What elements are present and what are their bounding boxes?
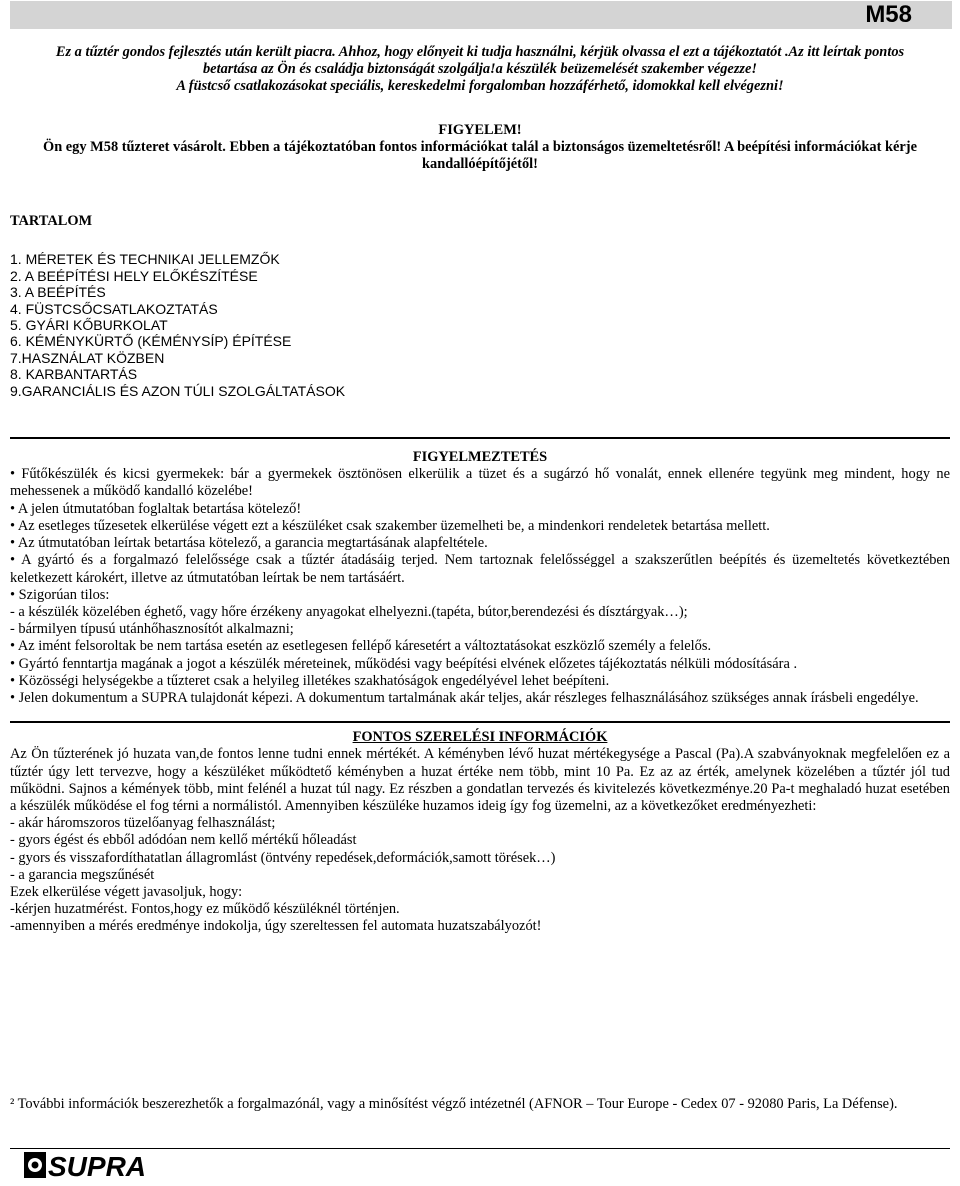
- install-info-line: -kérjen huzatmérést. Fontos,hogy ez működő készüléknél történjen.: [10, 901, 400, 918]
- page-content: [10, 44, 950, 936]
- warning-section: [10, 437, 950, 707]
- document-title: M58: [865, 1, 912, 28]
- toc-item: 6. KÉMÉNYKÜRTŐ (KÉMÉNYSÍP) ÉPÍTÉSE: [10, 333, 292, 350]
- footnote: ² További információk beszerezhetők a forgalmazónál, vagy a minősítést végző intézetnél (AFNOR – Tour Europe - Cedex 07 - 92080 Paris, La Défense).: [10, 1096, 898, 1112]
- warning-item: • Gyártó fenntartja magának a jogot a készülék méreteinek, működési vagy beépítési elvének előzetes tájékoztatás nélküli módosítására .: [10, 655, 798, 672]
- header-bar: [10, 1, 952, 29]
- notice-block: [10, 122, 950, 174]
- warning-item: • Fűtőkészülék és kicsi gyermekek: bár a gyermekek ösztönösen elkerülik a tüzet és a sugárzó hő vonalát, ennek ellenére tegyünk meg mindent, hogy ne mehessenek a működő kandalló közelébe!: [10, 466, 950, 500]
- install-info-line: - gyors és visszafordíthatatlan állagromlást (öntvény repedések,deformációk,samott törések…): [10, 849, 556, 866]
- toc-title: TARTALOM: [10, 213, 93, 230]
- intro-line: Ez a tűztér gondos fejlesztés után került piacra. Ahhoz, hogy előnyeit ki tudja használni, kérjük olvassa el ezt a tájékoztatót .Az itt leírtak pontos: [55, 44, 905, 60]
- table-of-contents: [10, 251, 950, 399]
- warning-item: • Közösségi helységekbe a tűzteret csak a helyileg illetékes szakhatóságok engedélyével lehet beépíteni.: [10, 672, 610, 689]
- toc-item: 4. FÜSTCSŐCSATLAKOZTATÁS: [10, 300, 218, 317]
- warning-item: - bármilyen típusú utánhőhasznosítót alkalmazni;: [10, 621, 294, 638]
- notice-text: Ön egy M58 tűzteret vásárolt. Ebben a tájékoztatóban fontos információkat talál a biztonságos üzemeltetésről! A beépítési információkat kérje kandallóépítőjétől!: [43, 138, 917, 173]
- install-info-line: - akár háromszoros tüzelőanyag felhasználást;: [10, 815, 276, 832]
- warning-item: - a készülék közelében éghető, vagy hőre érzékeny anyagokat elhelyezni.(tapéta, bútor,berendezési és dísztárgyak…);: [10, 603, 688, 620]
- install-info-line: - a garancia megszűnését: [10, 866, 155, 883]
- toc-item: 8. KARBANTARTÁS: [10, 366, 138, 383]
- install-info-heading: FONTOS SZERELÉSI INFORMÁCIÓK: [352, 729, 608, 746]
- install-info-line: - gyors égést és ebből adódóan nem kellő mértékű hőleadást: [10, 832, 357, 849]
- toc-item: 2. A BEÉPÍTÉSI HELY ELŐKÉSZÍTÉSE: [10, 267, 258, 284]
- toc-item: 1. MÉRETEK ÉS TECHNIKAI JELLEMZŐK: [10, 251, 280, 268]
- toc-item: 5. GYÁRI KŐBURKOLAT: [10, 317, 168, 334]
- install-info-line: Az Ön tűzterének jó huzata van,de fontos lenne tudni ennek mértékét. A kéményben lévő huzat mértékegysége a Pascal (Pa).A szabványoknak megfelelően ez a tűztér úgy lett tervezve, hogy a készüléket működtető kéményben a huzat értéke nem több, mint 10 Pa. Ez az az érték, amelynek közelében a tűztér jól tud működni. Sajnos a kémények több, mint felénél a huzat túl nagy. Ez részben a gondatlan tervezés és kivitelezés következménye.20 Pa-t meghaladó huzat esetében a készülék működése el fog térni a normálistól. Amennyiben készüléke huzamos ideig így fog üzemelni, az a következőket eredményezheti:: [10, 746, 950, 814]
- toc-item: 7.HASZNÁLAT KÖZBEN: [10, 349, 165, 366]
- toc-item: 9.GARANCIÁLIS ÉS AZON TÚLI SZOLGÁLTATÁSOK: [10, 382, 346, 399]
- warning-item: • Az esetleges tűzesetek elkerülése végett ezt a készüléket csak szakember üzemelheti be, a mindenkori rendeletek betartása mellett.: [10, 517, 770, 534]
- install-info-section: [10, 721, 950, 935]
- toc-item: 3. A BEÉPÍTÉS: [10, 284, 106, 301]
- warning-item: • Az útmutatóban leírtak betartása kötelező, a garancia megtartásának alapfeltétele.: [10, 535, 488, 552]
- supra-logo: [24, 1150, 184, 1185]
- supra-logo-icon: [24, 1150, 184, 1180]
- warning-item: • Jelen dokumentum a SUPRA tulajdonát képezi. A dokumentum tartalmának akár teljes, akár részleges felhasználásához szükséges annak írásbeli engedélye.: [10, 689, 919, 706]
- notice-heading: FIGYELEM!: [438, 121, 522, 138]
- warning-item: • Az imént felsoroltak be nem tartása esetén az esetlegesen fellépő káresetért a változtatásokat eszközlő személy a felelős.: [10, 638, 712, 655]
- intro-line: A füstcső csatlakozásokat speciális, kereskedelmi forgalomban hozzáférhető, idomokkal kell elvégezni!: [176, 78, 784, 95]
- warning-item: • A gyártó és a forgalmazó felelőssége csak a tűztér átadásáig terjed. Nem tartoznak felelősséggel a szakszerűtlen beépítés és üzemeltetés következtében keletkezett károkért, illetve az útmutatóban leírtak be nem tartásáért.: [10, 552, 950, 586]
- warning-item: • Szigorúan tilos:: [10, 586, 110, 603]
- intro-paragraph: [10, 44, 950, 96]
- intro-line: betartása az Ön és családja biztonságát szolgálja!a készülék beüzemelését szakember végezze!: [202, 61, 758, 78]
- warning-heading: FIGYELMEZTETÉS: [412, 449, 548, 466]
- install-info-line: Ezek elkerülése végett javasoljuk, hogy:: [10, 883, 243, 900]
- footer-rule: [10, 1148, 950, 1149]
- install-info-line: -amennyiben a mérés eredménye indokolja, úgy szereltessen fel automata huzatszabályozót!: [10, 918, 542, 935]
- logo-text: SUPRA: [48, 1151, 147, 1180]
- warning-item: • A jelen útmutatóban foglaltak betartása kötelező!: [10, 500, 302, 517]
